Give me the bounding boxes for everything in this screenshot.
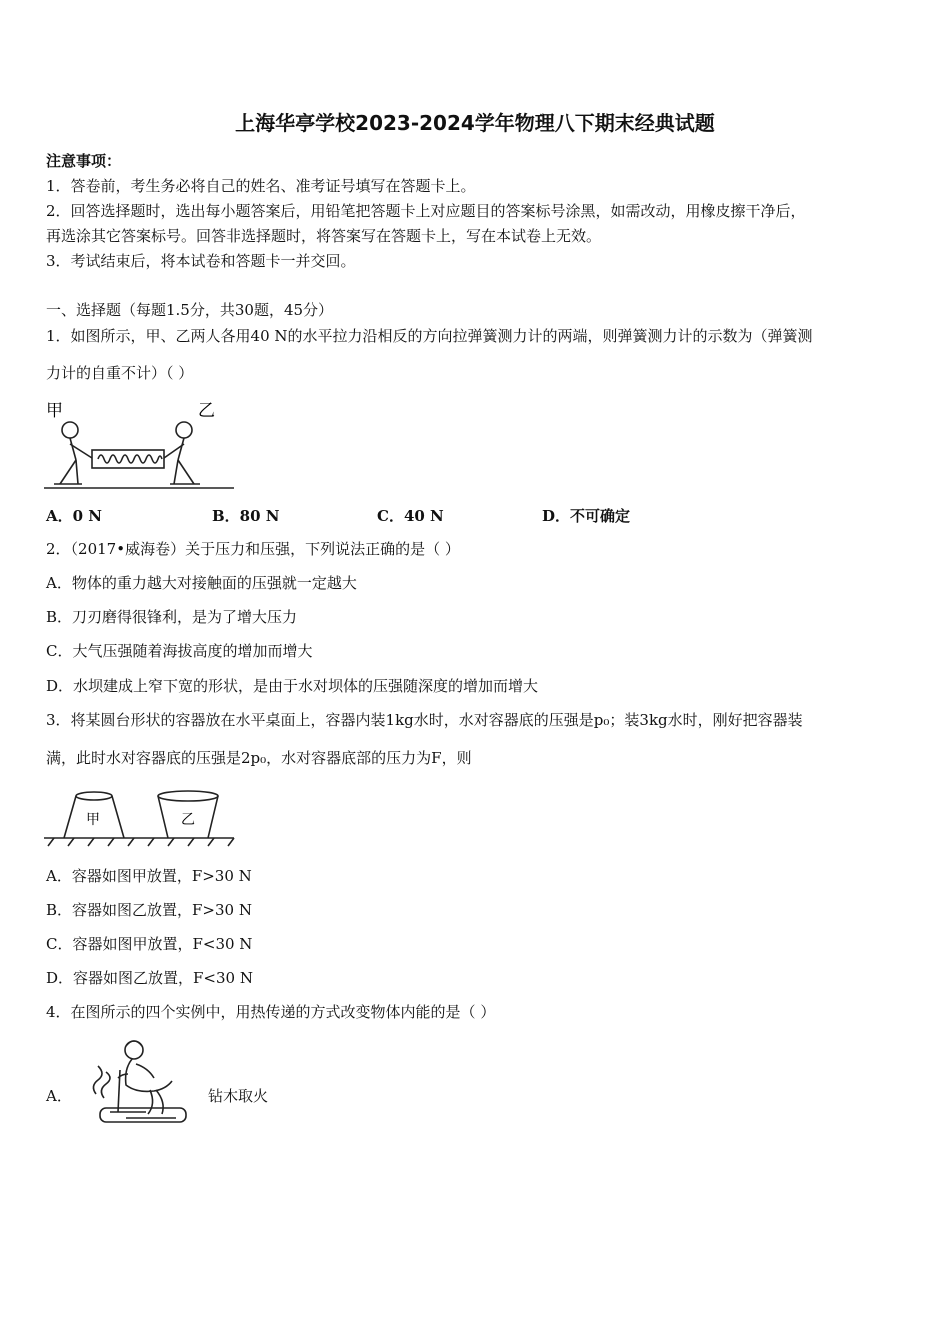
notice-item-3: 3．考试结束后，将本试卷和答题卡一并交回。 [46, 252, 356, 270]
q4-option-a-label: A． [46, 1087, 72, 1105]
notice-item-2-line-2: 再选涂其它答案标号。回答非选择题时，将答案写在答题卡上，写在本试卷上无效。 [46, 227, 602, 245]
q2-option-b: B．刀刃磨得很锋利，是为了增大压力 [46, 608, 298, 626]
q3-figure-label-right: 乙 [181, 812, 195, 828]
q4-option-a-text: 钻木取火 [208, 1087, 269, 1105]
q3-stem-line-2: 满，此时水对容器底的压强是2p₀，水对容器底部的压力为F，则 [46, 749, 472, 767]
q1-figure-label-right: 乙 [198, 401, 215, 421]
notice-heading: 注意事项： [46, 152, 122, 170]
q1-stem-line-1: 1．如图所示，甲、乙两人各用40 N的水平拉力沿相反的方向拉弹簧测力计的两端，则弹簧测力计的示数为（弹簧测 [46, 327, 813, 345]
q3-stem-line-1: 3．将某圆台形状的容器放在水平桌面上，容器内装1kg水时，水对容器底的压强是p₀；装3kg水时，刚好把容器装 [46, 711, 803, 729]
q1-option-a: A．0 N [46, 507, 103, 525]
q1-option-b: B．80 N [212, 507, 280, 525]
q2-option-d: D．水坝建成上窄下宽的形状，是由于水对坝体的压强随深度的增加而增大 [46, 677, 539, 695]
section-1-heading: 一、选择题（每题1.5分，共30题，45分） [46, 301, 334, 319]
q1-option-c: C．40 N [377, 507, 444, 525]
q1-option-d: D．不可确定 [542, 507, 631, 525]
q1-figure-label-left: 甲 [46, 401, 63, 421]
q3-option-a: A．容器如图甲放置，F>30 N [46, 867, 252, 885]
q2-option-a: A．物体的重力越大对接触面的压强就一定越大 [46, 574, 357, 592]
q1-stem-line-2: 力计的自重不计）（ ） [46, 364, 194, 382]
q3-option-c: C．容器如图甲放置，F<30 N [46, 935, 253, 953]
page-title: 上海华亭学校2023-2024学年物理八下期末经典试题 [235, 111, 715, 135]
q3-option-d: D．容器如图乙放置，F<30 N [46, 969, 253, 987]
q3-option-b: B．容器如图乙放置，F>30 N [46, 901, 252, 919]
q2-stem: 2．（2017•威海卷）关于压力和压强，下列说法正确的是（ ） [46, 540, 460, 558]
q1-spring-scale-figure [42, 398, 242, 494]
notice-item-2-line-1: 2．回答选择题时，选出每小题答案后，用铅笔把答题卡上对应题目的答案标号涂黑，如需改动，用橡皮擦干净后， [46, 202, 806, 220]
q3-containers-figure [44, 784, 244, 850]
q4-drilling-wood-illustration [86, 1034, 196, 1130]
q4-stem: 4．在图所示的四个实例中，用热传递的方式改变物体内能的是（ ） [46, 1003, 496, 1021]
q2-option-c: C．大气压强随着海拔高度的增加而增大 [46, 642, 313, 660]
q3-figure-label-left: 甲 [86, 812, 100, 828]
notice-item-1: 1．答卷前，考生务必将自己的姓名、准考证号填写在答题卡上。 [46, 177, 476, 195]
